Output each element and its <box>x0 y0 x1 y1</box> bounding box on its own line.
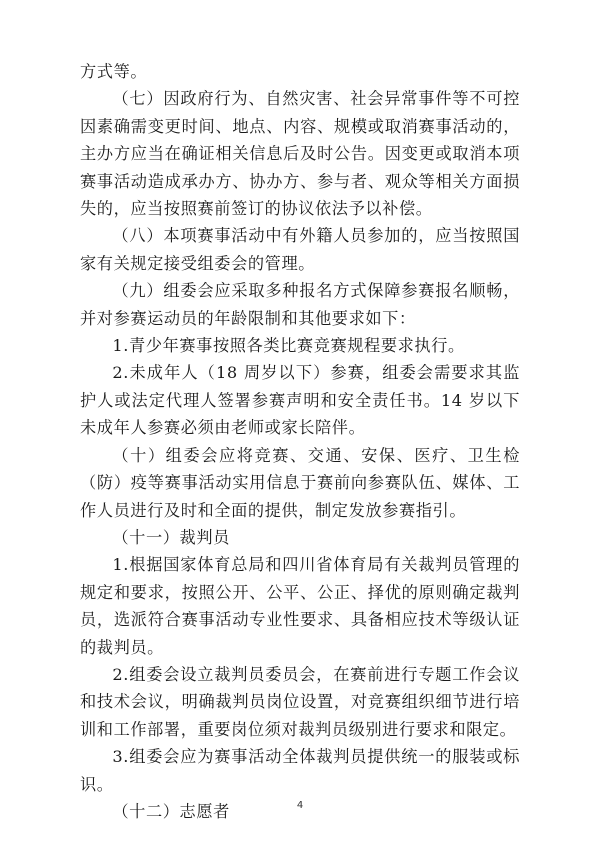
paragraph-item-7: （七）因政府行为、自然灾害、社会异常事件等不可控因素确需变更时间、地点、内容、规模或取消赛事活动的，主办方应当在确证相关信息后及时公告。因变更或取消本项赛事活动造成承办方、协办方、参与者、观众等相关方面损失的，应当按照赛前签订的协议依法予以补偿。 <box>80 89 520 219</box>
paragraph-item-11-1: 1.根据国家体育总局和四川省体育局有关裁判员管理的规定和要求，按照公开、公平、公正、择优的原则确定裁判员，选派符合赛事活动专业性要求、具备相应技术等级认证的裁判员。 <box>80 555 520 657</box>
paragraph-item-10: （十）组委会应将竞赛、交通、安保、医疗、卫生检（防）疫等赛事活动实用信息于赛前向参赛队伍、媒体、工作人员进行及时和全面的提供，制定发放参赛指引。 <box>80 445 520 520</box>
paragraph-item-11-2: 2.组委会设立裁判员委员会，在赛前进行专题工作会议和技术会议，明确裁判员岗位设置，对竞赛组织细节进行培训和工作部署，重要岗位须对裁判员级别进行要求和限定。 <box>80 664 520 739</box>
paragraph-item-9: （九）组委会应采取多种报名方式保障参赛报名顺畅，并对参赛运动员的年龄限制和其他要求如下： <box>80 281 520 328</box>
section-heading-volunteers: （十二）志愿者 <box>112 801 230 821</box>
paragraph-item-8: （八）本项赛事活动中有外籍人员参加的，应当按照国家有关规定接受组委会的管理。 <box>80 226 520 273</box>
page-number: 4 <box>296 800 304 811</box>
body-text <box>80 58 520 825</box>
section-heading-referees: （十一）裁判员 <box>112 527 230 547</box>
paragraph-continuation: 方式等。 <box>80 62 148 81</box>
paragraph-item-9-1: 1.青少年赛事按照各类比赛竞赛规程要求执行。 <box>112 336 465 356</box>
paragraph-item-11-3: 3.组委会应为赛事活动全体裁判员提供统一的服装或标识。 <box>80 747 520 794</box>
paragraph-item-9-2: 2.未成年人（18 周岁以下）参赛，组委会需要求其监护人或法定代理人签署参赛声明和安全责任书。14 岁以下未成年人参赛必须由老师或家长陪伴。 <box>80 363 520 438</box>
